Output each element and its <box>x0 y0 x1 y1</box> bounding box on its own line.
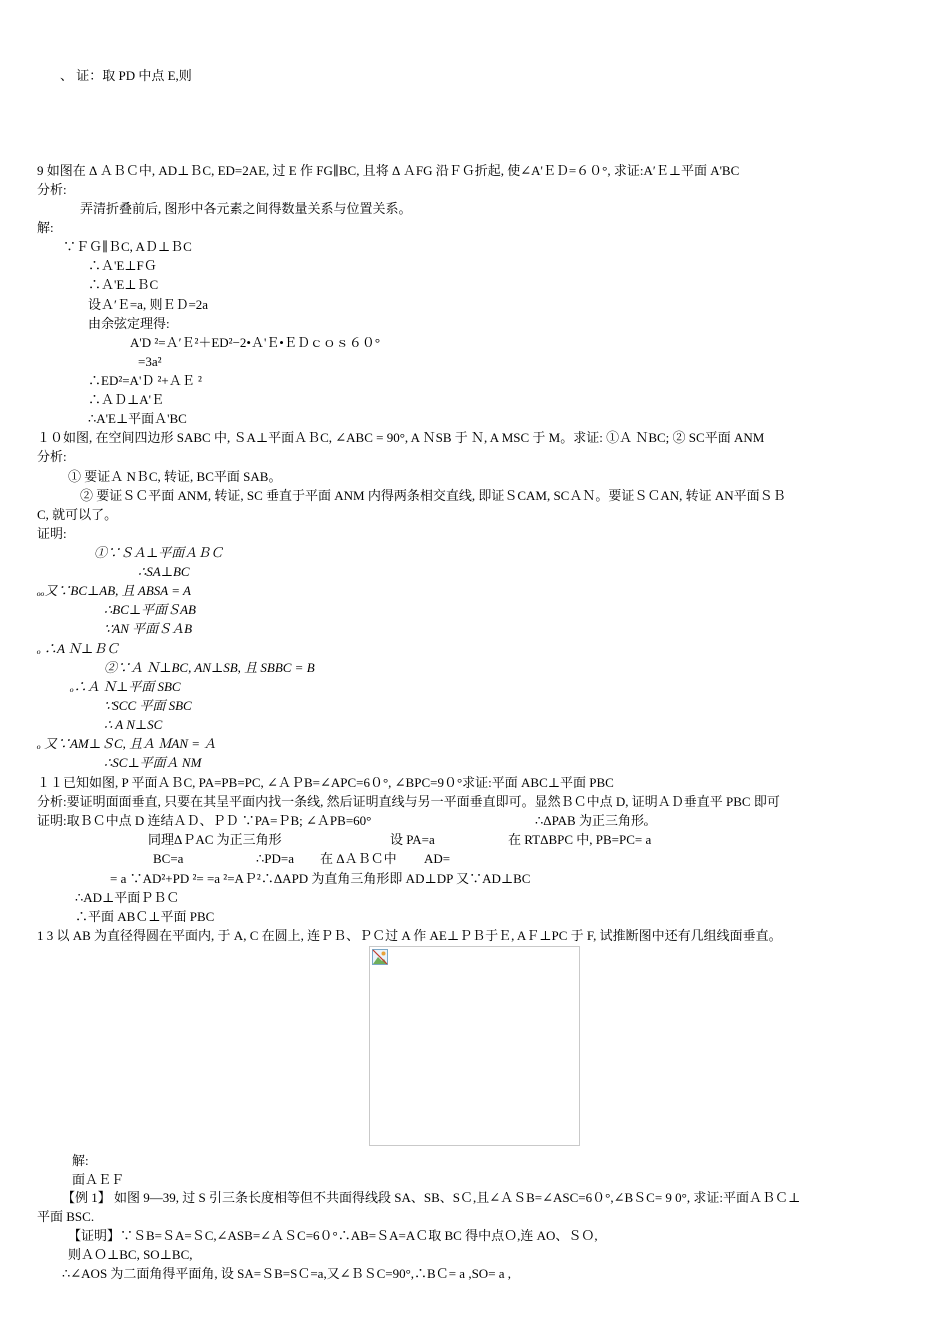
problem-11-statement: １１已知如图, P 平面ＡＢC, PA=PB=PC, ∠ＡＰB=∠APC=6０°, ∠BPC=9０°求证:平面 ABC⊥平面 PBC <box>37 775 614 790</box>
text-line: 设Ａ′Ｅ=a, 则ＥＤ=2a <box>88 297 209 312</box>
text-line: 【证明】∵ＳB=ＳA=ＳC,∠ASB=∠ＡＳC=6０°∴AB=ＳA=AＣ取 BC 得中点Ｏ,连 AO、ＳＯ, <box>68 1228 598 1243</box>
text-line: 设 PA=a <box>390 832 435 847</box>
text-line: 由余弦定理得: <box>88 316 170 331</box>
problem-10-statement: １０如图, 在空间四边形 SABC 中, ＳA⊥平面ＡＢC, ∠ABC = 90°, A ＮSB 于 Ｎ, A MSC 于 M。求证: ①Ａ ＮBC; ② SC平面 ANM <box>37 430 765 445</box>
text-line: AD= <box>424 851 451 866</box>
text-line: 弄清折叠前后, 图形中各元素之间得数量关系与位置关系。 <box>80 201 412 216</box>
figure-placeholder <box>369 946 580 1146</box>
problem-9-statement: 9 如图在 Δ ＡＢＣ中, AD⊥ＢC, ED=2AE, 过 E 作 FG∥BC, 且将 Δ ＡFG 沿ＦＧ折起, 使∠A'ＥＤ=６０°, 求证:A′Ｅ⊥平面 A'BC <box>37 163 740 178</box>
text-line: 则ＡＯ⊥BC, SO⊥BC, <box>68 1247 193 1262</box>
text-line: 、 证：取 PD 中点 E,则 <box>60 68 192 83</box>
text-line: ①∵ＳＡ⊥平面ＡＢＣ <box>94 545 224 560</box>
text-line: ₒ∴Ａ Ｎ⊥平面 SBC <box>70 679 181 694</box>
text-line: 在 RTΔBPC 中, PB=PC= a <box>508 832 652 847</box>
text-line: ∴平面 ABＣ⊥平面 PBC <box>75 909 215 924</box>
text-line: 平面 BSC. <box>37 1209 95 1224</box>
text-line: ∴A'E⊥平面Ａ'BC <box>88 411 187 426</box>
text-line: C, 就可以了。 <box>37 507 118 522</box>
text-line: ∵ＦＧ∥ＢC, AＤ⊥ＢC <box>63 239 192 254</box>
text-line: 面ＡＥＦ <box>72 1172 125 1187</box>
text-line: A'D ²=Ａ′Ｅ²＋ED²−2•Ａ'Ｅ•ＥＤｃｏｓ６０° <box>130 335 381 350</box>
broken-image-icon <box>372 949 388 965</box>
text-line: 分析:要证明面面垂直, 只要在其呈平面内找一条线, 然后证明直线与另一平面垂直即可。显然ＢＣ中点 D, 证明ＡＤ垂直平 PBC 即可 <box>37 794 780 809</box>
text-line: ∴PD=a <box>256 851 294 866</box>
text-line: ₒₒ又∵BC⊥AB, 且 ABSA = A <box>37 583 191 598</box>
text-line: ∴SC⊥平面Ａ NM <box>104 755 202 770</box>
text-line: ②∵Ａ Ｎ⊥BC, AN⊥SB, 且 SBBC = B <box>104 660 315 675</box>
text-line: ₒ 又∵AM⊥ＳC, 且Ａ ＭAN = Ａ <box>37 736 217 751</box>
text-line: ∵AN 平面ＳＡB <box>104 621 193 636</box>
text-line: ① 要证Ａ NＢC, 转证, BC平面 SAB。 <box>68 469 282 484</box>
text-line: =3a² <box>138 354 162 369</box>
text-line: ∴BC⊥平面ＳAB <box>104 602 196 617</box>
text-line: ∵SCC 平面 SBC <box>104 698 192 713</box>
text-line: 解: <box>72 1153 89 1168</box>
text-line: ∴ＡＤ⊥A'Ｅ <box>88 392 164 407</box>
text-line: ∴AD⊥平面ＰＢＣ <box>75 890 180 905</box>
text-line: 证明: <box>37 526 67 541</box>
text-line: ∴SA⊥BC <box>138 564 190 579</box>
text-line: ∴ΔPAB 为正三角形ₒ <box>535 813 648 828</box>
text-line: 同理ΔＰAC 为正三角形 <box>148 832 282 847</box>
text-line: 分析: <box>37 182 67 197</box>
text-line: ∴ A N⊥SC <box>104 717 163 732</box>
text-line: ∴∠AOS 为二面角得平面角, 设 SA=ＳB=SＣ=a,又∠ＢＳC=90°,∴BＣ= a ,SO= a , <box>62 1266 512 1281</box>
text-line: ∴ED²=A'Ｄ ²+ＡＥ ² <box>88 373 202 388</box>
problem-13-statement: 1 3 以 AB 为直径得圆在平面内, 于 A, C 在圆上, 连ＰＢ、ＰＣ过 A 作 AE⊥ＰＢ于Ｅ, AＦ⊥PC 于 F, 试推断图中还有几组线面垂直。 <box>37 928 782 943</box>
text-line: 在 ΔＡＢＣ中 <box>320 851 397 866</box>
text-line: ∴Ａ'E⊥ＢC <box>88 277 159 292</box>
text-line: ₒ ∴A Ｎ⊥ＢＣ <box>37 641 120 656</box>
text-line: 证明:取ＢＣ中点 D 连结ＡＤ、ＰＤ ∵PA=ＰB; ∠ＡPB=60° <box>37 813 372 828</box>
example-1-statement: 【例 1】 如图 9—39, 过 S 引三条长度相等但不共面得线段 SA、SB、SＣ,且∠ＡＳB=∠ASC=6０°,∠BＳC= 9 0°, 求证:平面ＡＢＣ⊥ <box>62 1190 801 1205</box>
text-line: BC=a <box>153 851 184 866</box>
text-line: 分析: <box>37 449 67 464</box>
text-line: ∴Ａ'E⊥FＧ <box>88 258 157 273</box>
text-line: = a ∵AD²+PD ²= =a ²=AＰ²∴ΔAPD 为直角三角形即 AD⊥DP 又∵AD⊥BC <box>110 871 531 886</box>
text-line: ② 要证ＳＣ平面 ANM, 转证, SC 垂直于平面 ANM 内得两条相交直线, 即证ＳCAM, SCＡＮ。要证ＳＣAN, 转证 AN平面ＳＢ <box>80 488 786 503</box>
text-line: 解: <box>37 220 54 235</box>
